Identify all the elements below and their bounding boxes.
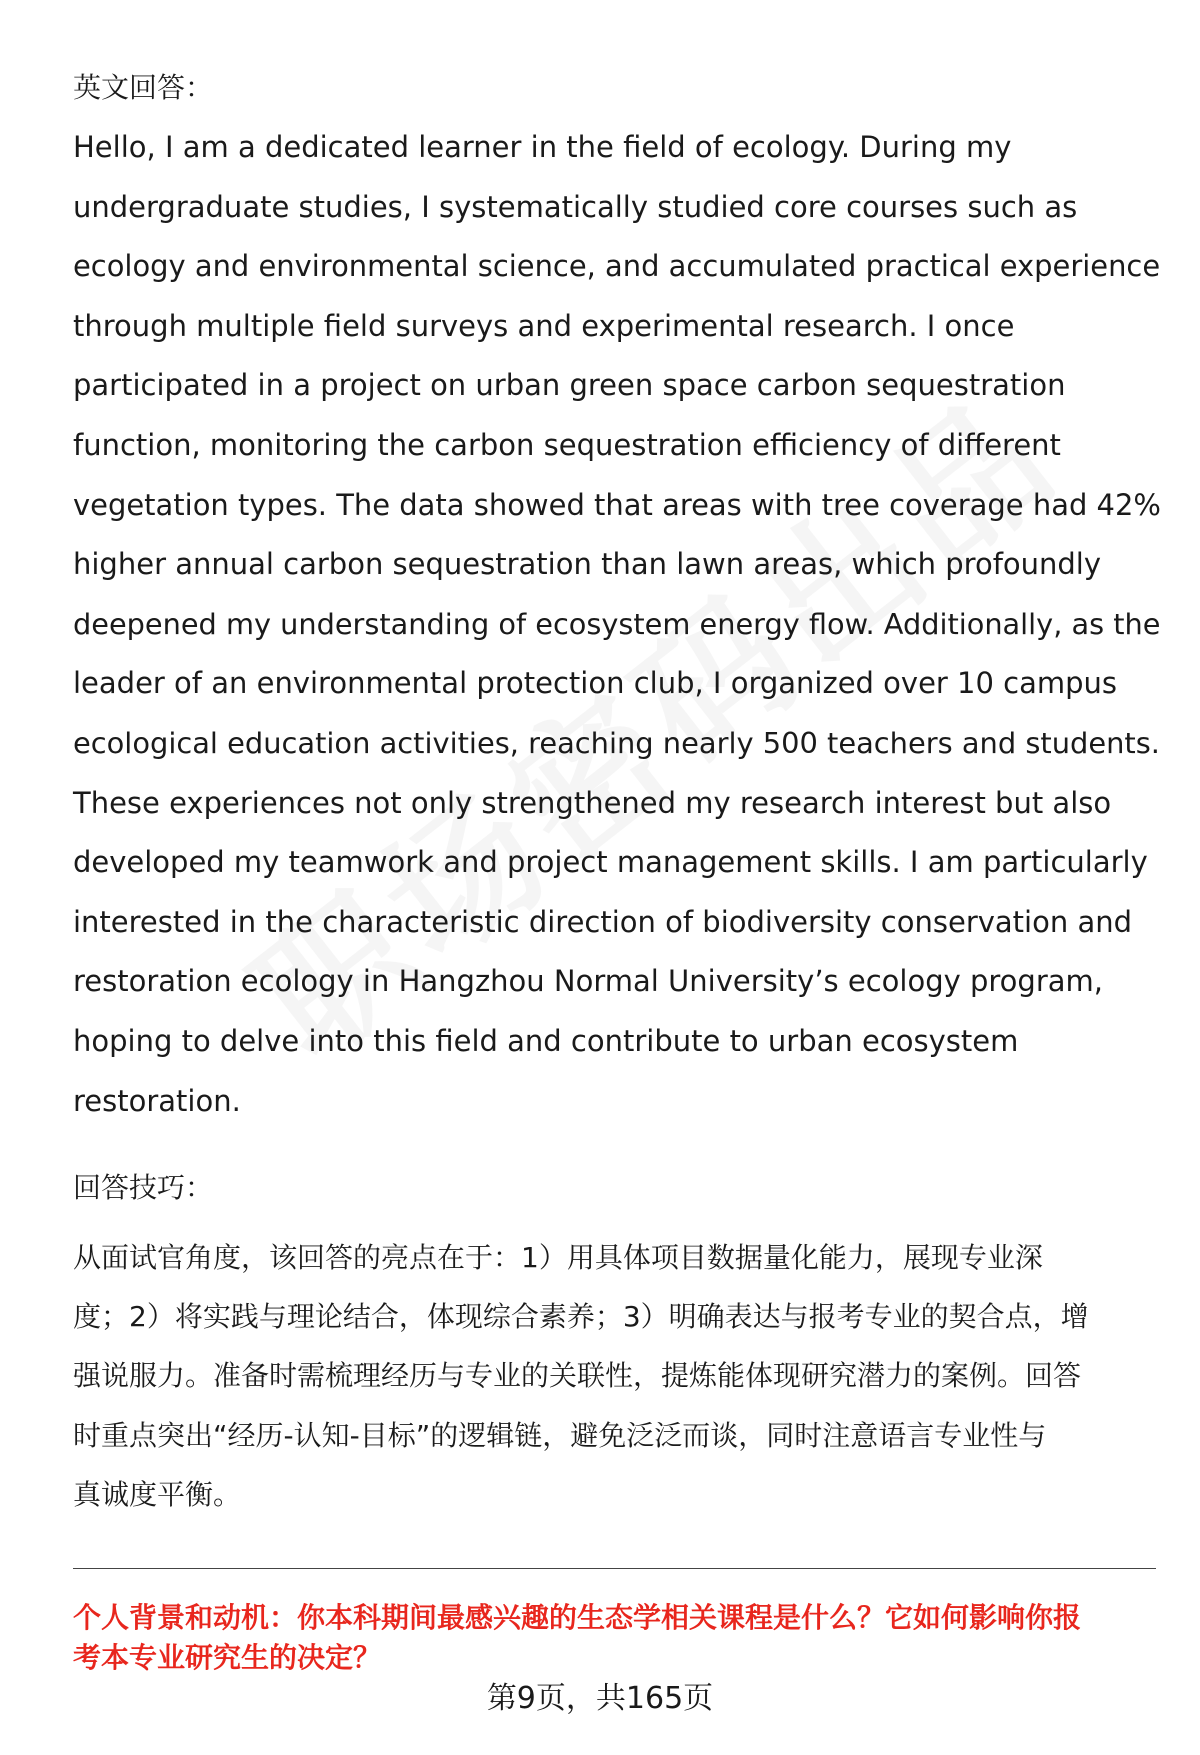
section-divider (73, 1568, 1156, 1569)
tips-line: 从面试官角度，该回答的亮点在于：1）用具体项目数据量化能力，展现专业深 (73, 1241, 1043, 1274)
english-answer-body (73, 118, 1161, 1131)
answer-line: These experiences not only strengthened my research interest but also (73, 785, 1112, 820)
next-question-heading (73, 1598, 1158, 1678)
answer-line: through multiple field surveys and experimental research. I once (73, 308, 1015, 343)
answer-line: ecological education activities, reaching nearly 500 teachers and students. (73, 725, 1160, 760)
tips-line: 度；2）将实践与理论结合，体现综合素养；3）明确表达与报考专业的契合点，增 (73, 1300, 1089, 1334)
answer-line: hoping to delve into this field and contribute to urban ecosystem (73, 1023, 1019, 1058)
answer-line: function, monitoring the carbon sequestration efficiency of different (73, 427, 1061, 462)
page-number: 第9页，共165页 (486, 1681, 714, 1716)
answer-line: ecology and environmental science, and accumulated practical experience (73, 249, 1161, 284)
question-line: 考本专业研究生的决定？ (73, 1641, 382, 1674)
answer-line: higher annual carbon sequestration than lawn areas, which profoundly (73, 547, 1102, 582)
question-line: 个人背景和动机：你本科期间最感兴趣的生态学相关课程是什么？它如何影响你报 (73, 1601, 1082, 1634)
answer-line: undergraduate studies, I systematically studied core courses such as (73, 189, 1078, 224)
tips-line: 强说服力。准备时需梳理经历与专业的关联性，提炼能体现研究潜力的案例。回答 (73, 1359, 1082, 1393)
answer-line: participated in a project on urban green space carbon sequestration (73, 368, 1066, 403)
tips-line: 时重点突出“经历-认知-目标”的逻辑链，避免泛泛而谈，同时注意语言专业性与 (73, 1418, 1047, 1452)
answer-line: deepened my understanding of ecosystem energy flow. Additionally, as the (73, 606, 1161, 641)
english-answer-label: 英文回答： (73, 71, 214, 104)
answer-line: restoration. (73, 1083, 241, 1118)
tips-line: 真诚度平衡。 (73, 1477, 242, 1511)
answer-line: restoration ecology in Hangzhou Normal University’s ecology program, (73, 964, 1103, 999)
answer-line: leader of an environmental protection club, I organized over 10 campus (73, 666, 1118, 701)
answer-line: vegetation types. The data showed that areas with tree coverage had 42% (73, 487, 1161, 522)
tips-body (73, 1228, 1153, 1524)
answer-line: developed my teamwork and project management skills. I am particularly (73, 845, 1148, 880)
answer-line: Hello, I am a dedicated learner in the field of ecology. During my (73, 130, 1012, 164)
tips-label: 回答技巧： (73, 1171, 214, 1204)
answer-line: interested in the characteristic direction of biodiversity conservation and (73, 904, 1133, 939)
